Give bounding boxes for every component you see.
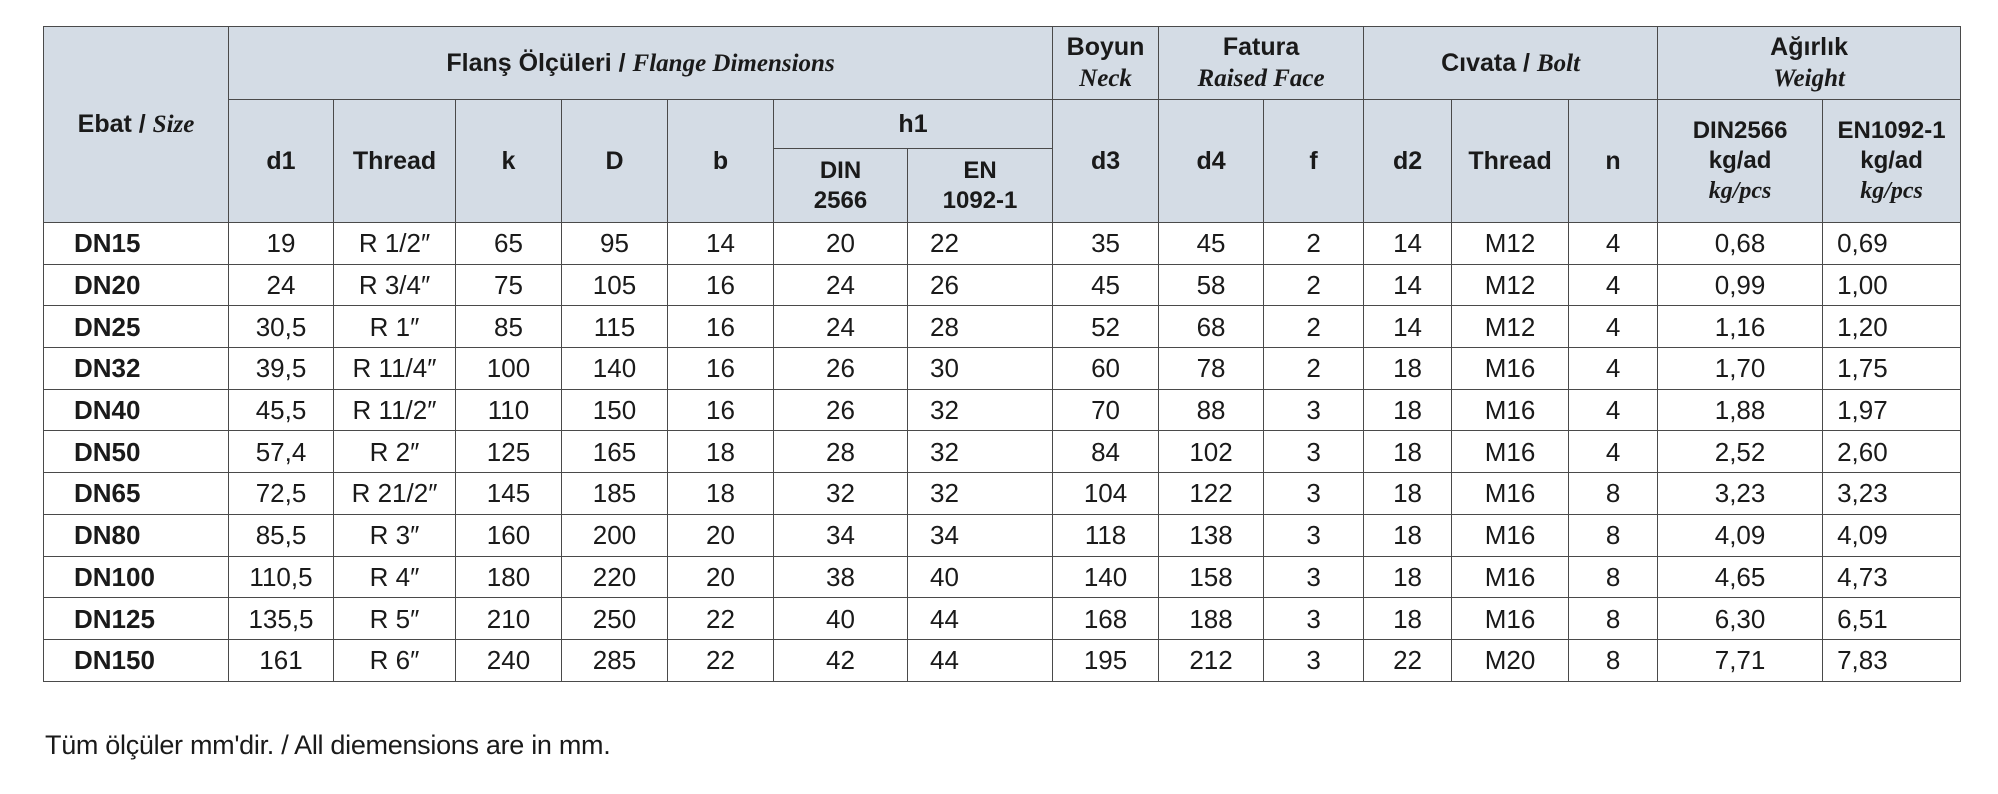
- cell-size: DN150: [44, 639, 229, 681]
- cell-h1-din: 38: [774, 556, 908, 598]
- cell-w-din: 7,71: [1658, 639, 1823, 681]
- cell-d3: 45: [1053, 264, 1159, 306]
- cell-d4: 158: [1159, 556, 1264, 598]
- cell-w-en: 2,60: [1823, 431, 1961, 473]
- cell-f: 2: [1264, 348, 1364, 390]
- cell-d3: 84: [1053, 431, 1159, 473]
- cell-thread: R 2″: [334, 431, 456, 473]
- cell-d4: 88: [1159, 389, 1264, 431]
- table-row: [44, 348, 1961, 390]
- cell-d2: 18: [1364, 514, 1452, 556]
- col-h1-en: EN 1092-1: [908, 149, 1053, 223]
- cell-b: 16: [668, 306, 774, 348]
- header-weight: Ağırlık Weight: [1658, 27, 1961, 100]
- cell-h1-din: 24: [774, 306, 908, 348]
- cell-bolt-thread: M16: [1452, 514, 1569, 556]
- cell-bolt-thread: M16: [1452, 348, 1569, 390]
- cell-k: 110: [456, 389, 562, 431]
- cell-d2: 14: [1364, 306, 1452, 348]
- col-h1-din: DIN 2566: [774, 149, 908, 223]
- cell-thread: R 3″: [334, 514, 456, 556]
- cell-d3: 104: [1053, 473, 1159, 515]
- cell-D: 220: [562, 556, 668, 598]
- cell-bolt-thread: M12: [1452, 223, 1569, 265]
- cell-b: 18: [668, 473, 774, 515]
- cell-size: DN65: [44, 473, 229, 515]
- cell-k: 240: [456, 639, 562, 681]
- footnote: Tüm ölçüler mm'dir. / All diemensions are in mm.: [45, 730, 611, 760]
- cell-w-en: 0,69: [1823, 223, 1961, 265]
- cell-n: 4: [1569, 223, 1658, 265]
- cell-h1-din: 42: [774, 639, 908, 681]
- cell-d3: 60: [1053, 348, 1159, 390]
- cell-b: 14: [668, 223, 774, 265]
- cell-n: 4: [1569, 389, 1658, 431]
- cell-f: 2: [1264, 306, 1364, 348]
- cell-d1: 57,4: [229, 431, 334, 473]
- cell-D: 185: [562, 473, 668, 515]
- cell-f: 3: [1264, 598, 1364, 640]
- cell-k: 125: [456, 431, 562, 473]
- cell-d2: 18: [1364, 598, 1452, 640]
- cell-thread: R 11/2″: [334, 389, 456, 431]
- cell-w-din: 0,99: [1658, 264, 1823, 306]
- col-d4: d4: [1159, 100, 1264, 223]
- cell-k: 160: [456, 514, 562, 556]
- cell-d2: 18: [1364, 431, 1452, 473]
- flange-dimensions-table: [43, 26, 1961, 682]
- cell-d2: 18: [1364, 389, 1452, 431]
- cell-h1-din: 24: [774, 264, 908, 306]
- cell-size: DN100: [44, 556, 229, 598]
- cell-thread: R 3/4″: [334, 264, 456, 306]
- cell-d1: 72,5: [229, 473, 334, 515]
- cell-thread: R 11/4″: [334, 348, 456, 390]
- table-row: [44, 598, 1961, 640]
- cell-bolt-thread: M16: [1452, 598, 1569, 640]
- cell-w-en: 6,51: [1823, 598, 1961, 640]
- cell-D: 250: [562, 598, 668, 640]
- cell-b: 16: [668, 264, 774, 306]
- cell-k: 65: [456, 223, 562, 265]
- cell-d2: 14: [1364, 223, 1452, 265]
- cell-d3: 118: [1053, 514, 1159, 556]
- cell-D: 150: [562, 389, 668, 431]
- col-f: f: [1264, 100, 1364, 223]
- cell-bolt-thread: M12: [1452, 264, 1569, 306]
- cell-w-en: 1,75: [1823, 348, 1961, 390]
- cell-d1: 30,5: [229, 306, 334, 348]
- cell-f: 3: [1264, 556, 1364, 598]
- cell-size: DN15: [44, 223, 229, 265]
- cell-D: 105: [562, 264, 668, 306]
- cell-d1: 161: [229, 639, 334, 681]
- cell-h1-en: 32: [908, 389, 1053, 431]
- cell-w-en: 3,23: [1823, 473, 1961, 515]
- cell-w-din: 6,30: [1658, 598, 1823, 640]
- cell-d1: 24: [229, 264, 334, 306]
- cell-thread: R 6″: [334, 639, 456, 681]
- cell-k: 75: [456, 264, 562, 306]
- table-row: [44, 556, 1961, 598]
- cell-b: 20: [668, 514, 774, 556]
- cell-d4: 68: [1159, 306, 1264, 348]
- cell-d2: 18: [1364, 348, 1452, 390]
- cell-d4: 78: [1159, 348, 1264, 390]
- cell-size: DN50: [44, 431, 229, 473]
- cell-d3: 195: [1053, 639, 1159, 681]
- cell-thread: R 21/2″: [334, 473, 456, 515]
- cell-w-en: 1,00: [1823, 264, 1961, 306]
- cell-thread: R 1″: [334, 306, 456, 348]
- cell-bolt-thread: M16: [1452, 473, 1569, 515]
- flange-table-container: [43, 26, 1960, 682]
- cell-D: 165: [562, 431, 668, 473]
- cell-n: 8: [1569, 514, 1658, 556]
- table-row: [44, 473, 1961, 515]
- cell-f: 3: [1264, 431, 1364, 473]
- cell-thread: R 5″: [334, 598, 456, 640]
- cell-d4: 58: [1159, 264, 1264, 306]
- cell-w-din: 4,09: [1658, 514, 1823, 556]
- cell-h1-din: 20: [774, 223, 908, 265]
- cell-D: 285: [562, 639, 668, 681]
- cell-n: 8: [1569, 556, 1658, 598]
- cell-b: 22: [668, 598, 774, 640]
- cell-k: 85: [456, 306, 562, 348]
- cell-d1: 45,5: [229, 389, 334, 431]
- cell-f: 3: [1264, 514, 1364, 556]
- col-b: b: [668, 100, 774, 223]
- col-weight-en: EN1092-1 kg/ad kg/pcs: [1823, 100, 1961, 223]
- cell-f: 3: [1264, 639, 1364, 681]
- cell-h1-en: 40: [908, 556, 1053, 598]
- cell-w-en: 7,83: [1823, 639, 1961, 681]
- cell-d4: 188: [1159, 598, 1264, 640]
- table-header: [44, 27, 1961, 223]
- cell-h1-din: 26: [774, 389, 908, 431]
- cell-f: 3: [1264, 473, 1364, 515]
- cell-k: 210: [456, 598, 562, 640]
- cell-b: 20: [668, 556, 774, 598]
- cell-b: 16: [668, 348, 774, 390]
- cell-d3: 168: [1053, 598, 1159, 640]
- cell-n: 4: [1569, 348, 1658, 390]
- cell-f: 2: [1264, 264, 1364, 306]
- cell-n: 8: [1569, 639, 1658, 681]
- cell-bolt-thread: M16: [1452, 556, 1569, 598]
- cell-h1-en: 32: [908, 473, 1053, 515]
- col-thread: Thread: [334, 100, 456, 223]
- cell-n: 4: [1569, 264, 1658, 306]
- header-neck: Boyun Neck: [1053, 27, 1159, 100]
- cell-D: 115: [562, 306, 668, 348]
- cell-d1: 110,5: [229, 556, 334, 598]
- cell-h1-din: 40: [774, 598, 908, 640]
- cell-D: 200: [562, 514, 668, 556]
- cell-b: 18: [668, 431, 774, 473]
- col-h1: h1: [774, 100, 1053, 149]
- cell-d4: 122: [1159, 473, 1264, 515]
- cell-w-din: 2,52: [1658, 431, 1823, 473]
- cell-w-din: 3,23: [1658, 473, 1823, 515]
- header-raised-face: Fatura Raised Face: [1159, 27, 1364, 100]
- cell-D: 95: [562, 223, 668, 265]
- header-flange-dimensions: Flanş Ölçüleri / Flange Dimensions: [229, 27, 1053, 100]
- cell-h1-en: 22: [908, 223, 1053, 265]
- cell-bolt-thread: M20: [1452, 639, 1569, 681]
- cell-d3: 70: [1053, 389, 1159, 431]
- cell-k: 180: [456, 556, 562, 598]
- cell-f: 2: [1264, 223, 1364, 265]
- table-row: [44, 389, 1961, 431]
- table-row: [44, 431, 1961, 473]
- table-body: [44, 223, 1961, 682]
- cell-thread: R 1/2″: [334, 223, 456, 265]
- cell-h1-en: 32: [908, 431, 1053, 473]
- cell-h1-en: 34: [908, 514, 1053, 556]
- cell-b: 16: [668, 389, 774, 431]
- cell-d1: 19: [229, 223, 334, 265]
- cell-h1-din: 32: [774, 473, 908, 515]
- cell-thread: R 4″: [334, 556, 456, 598]
- cell-size: DN25: [44, 306, 229, 348]
- cell-size: DN32: [44, 348, 229, 390]
- col-d2: d2: [1364, 100, 1452, 223]
- cell-w-en: 4,73: [1823, 556, 1961, 598]
- cell-d2: 18: [1364, 556, 1452, 598]
- cell-k: 145: [456, 473, 562, 515]
- cell-h1-en: 26: [908, 264, 1053, 306]
- cell-size: DN20: [44, 264, 229, 306]
- cell-w-din: 1,16: [1658, 306, 1823, 348]
- cell-f: 3: [1264, 389, 1364, 431]
- cell-bolt-thread: M16: [1452, 389, 1569, 431]
- table-row: [44, 264, 1961, 306]
- header-bolt: Cıvata / Bolt: [1364, 27, 1658, 100]
- col-d3: d3: [1053, 100, 1159, 223]
- cell-h1-din: 34: [774, 514, 908, 556]
- col-n: n: [1569, 100, 1658, 223]
- cell-h1-en: 44: [908, 598, 1053, 640]
- col-d1: d1: [229, 100, 334, 223]
- cell-h1-en: 30: [908, 348, 1053, 390]
- cell-h1-din: 28: [774, 431, 908, 473]
- cell-d2: 22: [1364, 639, 1452, 681]
- cell-d4: 212: [1159, 639, 1264, 681]
- cell-b: 22: [668, 639, 774, 681]
- cell-n: 4: [1569, 431, 1658, 473]
- col-bolt-thread: Thread: [1452, 100, 1569, 223]
- cell-w-en: 1,20: [1823, 306, 1961, 348]
- cell-d3: 52: [1053, 306, 1159, 348]
- cell-w-din: 1,70: [1658, 348, 1823, 390]
- cell-h1-en: 28: [908, 306, 1053, 348]
- cell-k: 100: [456, 348, 562, 390]
- cell-d1: 85,5: [229, 514, 334, 556]
- cell-size: DN125: [44, 598, 229, 640]
- cell-d1: 39,5: [229, 348, 334, 390]
- cell-d1: 135,5: [229, 598, 334, 640]
- cell-n: 8: [1569, 598, 1658, 640]
- cell-d2: 18: [1364, 473, 1452, 515]
- cell-h1-din: 26: [774, 348, 908, 390]
- cell-h1-en: 44: [908, 639, 1053, 681]
- cell-d3: 140: [1053, 556, 1159, 598]
- cell-w-en: 4,09: [1823, 514, 1961, 556]
- cell-bolt-thread: M16: [1452, 431, 1569, 473]
- cell-d2: 14: [1364, 264, 1452, 306]
- cell-size: DN80: [44, 514, 229, 556]
- cell-d3: 35: [1053, 223, 1159, 265]
- cell-n: 4: [1569, 306, 1658, 348]
- cell-bolt-thread: M12: [1452, 306, 1569, 348]
- col-weight-din: DIN2566 kg/ad kg/pcs: [1658, 100, 1823, 223]
- cell-w-din: 1,88: [1658, 389, 1823, 431]
- table-row: [44, 514, 1961, 556]
- cell-n: 8: [1569, 473, 1658, 515]
- col-k: k: [456, 100, 562, 223]
- col-D: D: [562, 100, 668, 223]
- cell-D: 140: [562, 348, 668, 390]
- cell-d4: 102: [1159, 431, 1264, 473]
- cell-w-din: 4,65: [1658, 556, 1823, 598]
- table-row: [44, 223, 1961, 265]
- cell-d4: 138: [1159, 514, 1264, 556]
- cell-w-en: 1,97: [1823, 389, 1961, 431]
- cell-size: DN40: [44, 389, 229, 431]
- table-row: [44, 306, 1961, 348]
- table-row: [44, 639, 1961, 681]
- cell-w-din: 0,68: [1658, 223, 1823, 265]
- cell-d4: 45: [1159, 223, 1264, 265]
- header-size: Ebat / Size: [44, 27, 229, 223]
